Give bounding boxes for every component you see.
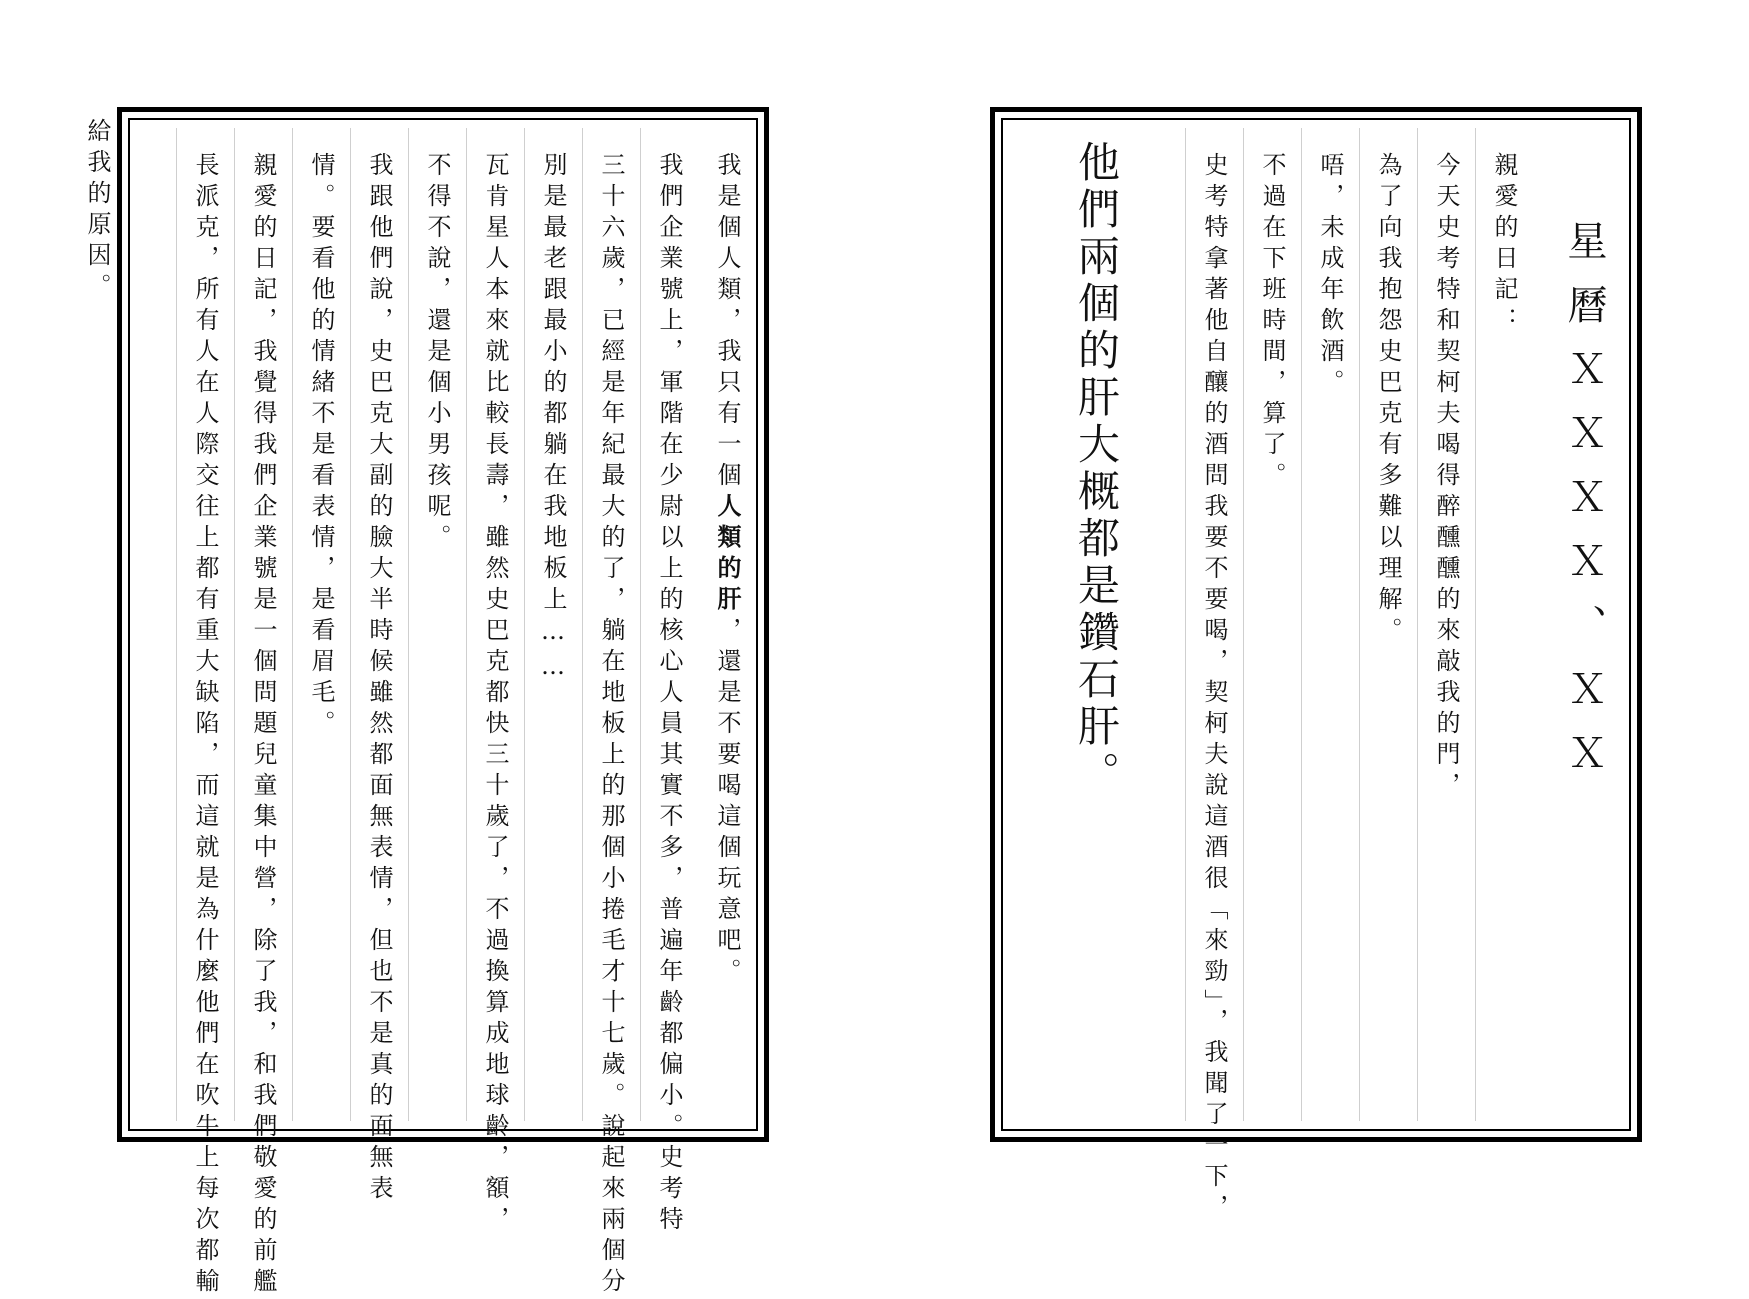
text-column-2: 今天史考特和契柯夫喝得醉醺醺的來敲我的門，: [1417, 128, 1475, 1121]
text-column-3: 為了向我抱怨史巴克有多難以理解。: [1359, 128, 1417, 1121]
text-column-5: 不過在下班時間，算了。: [1243, 128, 1301, 1121]
text-column-4: 唔，未成年飲酒。: [1301, 128, 1359, 1121]
text-column-6: 不得不說，還是個小男孩呢。: [408, 128, 466, 1121]
diary-page-right: [990, 107, 1642, 1225]
margin-note: 給我的原因。: [83, 118, 111, 304]
text-column-6: 史考特拿著他自釀的酒問我要不要喝，契柯夫說這酒很「來勁」，我聞了一下，: [1185, 128, 1243, 1121]
text-column-4: 別是最老跟最小的都躺在我地板上……: [524, 128, 582, 1121]
stardate-heading: 星曆ＸＸＸＸ、ＸＸ: [1561, 220, 1607, 796]
text-column-2: 我們企業號上，軍階在少尉以上的核心人員其實不多，普遍年齡都偏小。史考特: [640, 128, 698, 1121]
text-column-5: 瓦肯星人本來就比較長壽，雖然史巴克都快三十歲了，不過換算成地球齡，額，: [466, 128, 524, 1121]
text-column-1: 親愛的日記：: [1475, 128, 1533, 1121]
text-column-3: 三十六歲，已經是年紀最大的了，躺在地板上的那個小捲毛才十七歲。說起來兩個分: [582, 128, 640, 1121]
page-frame: [1001, 118, 1631, 1225]
page-frame: [128, 118, 758, 1299]
text-column-7: 我跟他們說，史巴克大副的臉大半時候雖然都面無表情，但也不是真的面無表: [350, 128, 408, 1121]
emphasized-text: 人類的肝: [713, 493, 741, 617]
diary-page-left: [117, 107, 769, 1299]
text-column-9: 親愛的日記，我覺得我們企業號是一個問題兒童集中營，除了我，和我們敬愛的前艦: [234, 128, 292, 1121]
text-column-10: 長派克，所有人在人際交往上都有重大缺陷，而這就是為什麼他們在吹牛上每次都輸: [176, 128, 234, 1121]
large-text-column: 他們兩個的肝大概都是鑽石肝。: [1072, 140, 1121, 798]
text-column-1: 我是個人類，我只有一個人類的肝，還是不要喝這個玩意吧。: [713, 152, 741, 989]
text-column-8: 情。要看他的情緒不是看表情，是看眉毛。: [292, 128, 350, 1121]
